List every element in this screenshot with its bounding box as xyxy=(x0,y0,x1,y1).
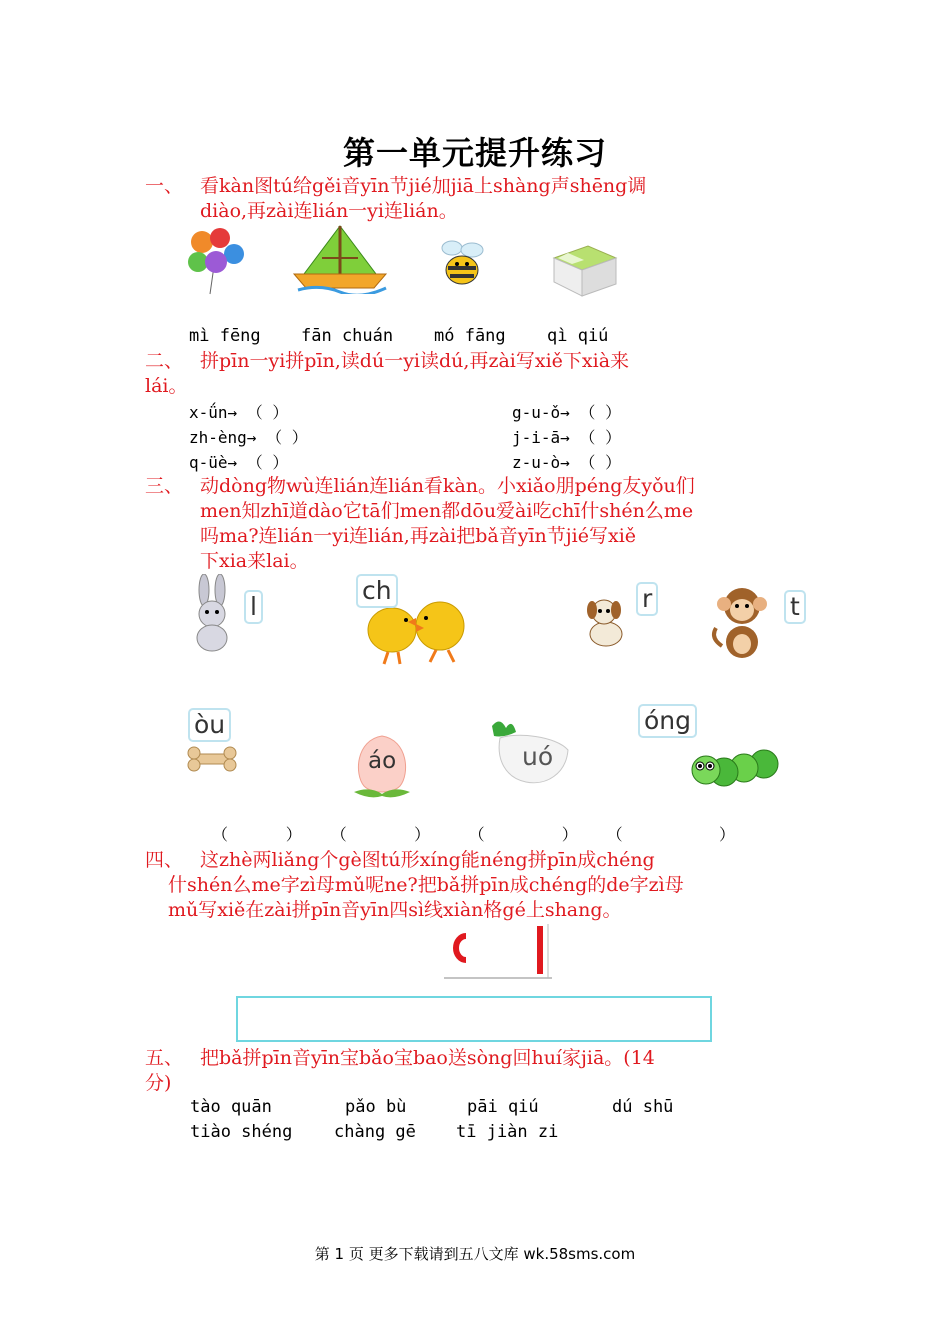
animal-label-r: r xyxy=(636,582,658,616)
q2-row3-left: q-üè→ （ ） xyxy=(189,453,289,472)
animal-label-t: t xyxy=(784,590,806,624)
q5-word-tiao-sheng: tiào shéng xyxy=(190,1122,293,1142)
q1-word-3: mó fāng xyxy=(434,326,506,346)
animal-label-l: l xyxy=(244,590,263,624)
dog-image xyxy=(578,594,632,650)
q3-line4: 下xia来lai。 xyxy=(200,550,309,572)
q1-word-1: mì fēng xyxy=(189,326,261,346)
q3-line2: men知zhī道dào它tā们men都dōu爱ài吃chī什shén么me xyxy=(200,500,694,522)
q3-answer-blanks: （ ） （ ） （ ） （ ） xyxy=(212,825,735,844)
page-title: 第一单元提升练习 xyxy=(342,134,607,172)
q5-word-pai-qiu: pāi qiú xyxy=(467,1097,539,1117)
food-label-ong: óng xyxy=(638,704,697,738)
q5-number: 五、 xyxy=(145,1047,184,1069)
shapes-c-and-line xyxy=(444,924,552,982)
q1-line1: 看kàn图tú给gěi音yīn节jié加jiā上shàng声shēng调 xyxy=(200,175,647,197)
caterpillar-image xyxy=(690,738,782,794)
balloons-image xyxy=(186,226,246,296)
q1-word-4: qì qiú xyxy=(547,326,609,346)
magic-cube-image xyxy=(548,240,620,298)
q1-word-2: fān chuán xyxy=(301,326,394,346)
food-label-ao: áo xyxy=(368,748,397,774)
q5-word-chang-ge: chàng gē xyxy=(334,1122,416,1142)
sailboat-image xyxy=(290,222,390,294)
q2-row1-right: g-u-ǒ→ （ ） xyxy=(512,403,622,422)
bone-image xyxy=(186,744,238,774)
q4-line3: mǔ写xiě在zài拼pīn音yīn四sì线xiàn格gé上shang。 xyxy=(168,899,622,921)
q2-number: 二、 xyxy=(145,350,184,372)
q1-line2: diào,再zài连lián一yi连lián。 xyxy=(200,200,458,222)
q2-line1: 拼pīn一yi拼pīn,读dú一yi读dú,再zài写xiě下xià来 xyxy=(200,350,630,372)
q5-word-tao-quan: tào quān xyxy=(190,1097,272,1117)
q5-line1: 把bǎ拼pīn音yīn宝bǎo宝bao送sòng回huí家jiā。(14 xyxy=(200,1047,655,1069)
q4-line2: 什shén么me字zì母mǔ呢ne?把bǎ拼pīn成chéng的de字zì母 xyxy=(168,874,684,896)
q5-word-du-shu: dú shū xyxy=(612,1097,674,1117)
q3-line1: 动dòng物wù连lián连lián看kàn。小xiǎo朋péng友yǒu们 xyxy=(200,475,695,497)
q5-word-pao-bu: pǎo bù xyxy=(345,1097,407,1117)
q1-number: 一、 xyxy=(145,175,184,197)
animal-label-ch: ch xyxy=(356,574,398,608)
q3-line3: 吗ma?连lián一yi连lián,再zài把bǎ音yīn节jié写xiě xyxy=(200,525,637,547)
q2-row2-right: j-i-ā→ （ ） xyxy=(512,428,622,447)
monkey-image xyxy=(708,582,778,662)
food-label-ou: òu xyxy=(188,708,231,742)
q2-row3-right: z-u-ò→ （ ） xyxy=(512,453,622,472)
food-label-uo: uó xyxy=(522,742,554,771)
q2-row1-left: x-ǘn→ （ ） xyxy=(189,403,289,422)
q4-number: 四、 xyxy=(145,849,184,871)
q2-row2-left: zh-èng→ （ ） xyxy=(189,428,308,447)
four-line-grid[interactable] xyxy=(236,996,712,1042)
rabbit-image xyxy=(186,574,242,654)
q3-number: 三、 xyxy=(145,475,184,497)
q4-line1: 这zhè两liǎng个gè图tú形xíng能néng拼pīn成chéng xyxy=(200,849,655,871)
bee-image xyxy=(432,234,488,294)
q5-line2: 分) xyxy=(145,1072,172,1094)
page-footer: 第 1 页 更多下载请到五八文库 wk.58sms.com xyxy=(314,1245,636,1263)
q2-line2: lái。 xyxy=(145,375,188,397)
q5-word-ti-jian-zi: tī jiàn zi xyxy=(456,1122,559,1142)
